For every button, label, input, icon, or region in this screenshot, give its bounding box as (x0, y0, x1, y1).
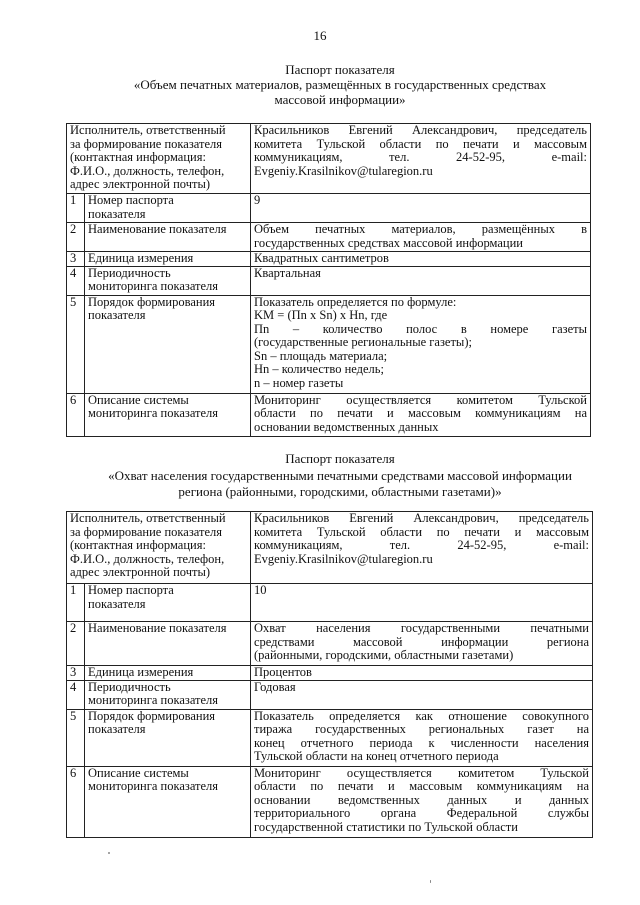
row-label: Номер паспорта показателя (85, 584, 251, 622)
row-value: Годовая (251, 680, 593, 709)
row-label: Единица измерения (85, 252, 251, 267)
table-row (67, 622, 593, 666)
executor-label: Исполнитель, ответственный за формирование показателя (контактная информация: Ф.И.О., должность, телефон, адрес электронной почты) (67, 512, 251, 584)
table-row (67, 295, 591, 393)
row-number: 5 (67, 709, 85, 766)
row-value: Квадратных сантиметров (251, 252, 591, 267)
row-value: Показатель определяется как отношение совокупного тиража государственных региональных газет на конец отчетного периода к численности населения Тульской области на конец отчетного периода (251, 709, 593, 766)
page-number: 16 (313, 28, 327, 43)
passport-2-table (66, 511, 593, 838)
title-line: региона (районными, городскими, областными газетами)» (178, 484, 502, 499)
table-row (67, 766, 593, 837)
row-value: Мониторинг осуществляется комитетом Тульской области по печати и массовым коммуникациям на основании ведомственных данных (251, 393, 591, 436)
row-number: 4 (67, 266, 85, 295)
executor-label: Исполнитель, ответственный за формирование показателя (контактная информация: Ф.И.О., должность, телефон, адрес электронной почты) (67, 124, 251, 194)
row-label: Периодичность мониторинга показателя (85, 266, 251, 295)
row-value: 9 (251, 194, 591, 223)
row-number: 3 (67, 666, 85, 681)
passport-1-table (66, 123, 591, 437)
table-row (67, 512, 593, 584)
row-number: 3 (67, 252, 85, 267)
title-line: Паспорт показателя (285, 62, 395, 77)
scan-speck (108, 852, 110, 854)
row-number: 1 (67, 194, 85, 223)
passport-2-title (60, 451, 620, 499)
row-label: Описание системы мониторинга показателя (85, 393, 251, 436)
row-number: 4 (67, 680, 85, 709)
row-label: Порядок формирования показателя (85, 295, 251, 393)
row-number: 5 (67, 295, 85, 393)
table-row (67, 666, 593, 681)
executor-value: Красильников Евгений Александрович, председатель комитета Тульской области по печати и массовым коммуникациям, тел. 24-52-95, e-mail: Evgeniy.Krasilnikov@tularegion.ru (251, 512, 593, 584)
row-number: 2 (67, 622, 85, 666)
row-number: 6 (67, 393, 85, 436)
row-value: Квартальная (251, 266, 591, 295)
row-number: 2 (67, 223, 85, 252)
table-row (67, 680, 593, 709)
row-number: 6 (67, 766, 85, 837)
row-value: Показатель определяется по формуле: KM = (Пn x Sn) x Hn, где Пn – количество полос в номере газеты (государственные региональные газеты); Sn – площадь материала; Hn – количество недель; n – номер газеты (251, 295, 591, 393)
row-value: Мониторинг осуществляется комитетом Тульской области по печати и массовым коммуникациям на основании ведомственных данных и данных территориального органа Федеральной службы государственной статистики по Тульской области (251, 766, 593, 837)
row-label: Наименование показателя (85, 622, 251, 666)
table-row (67, 194, 591, 223)
table-row (67, 124, 591, 194)
passport-1-title (60, 62, 620, 107)
row-value: Объем печатных материалов, размещённых в государственных средствах массовой информации (251, 223, 591, 252)
scan-speck (430, 880, 431, 883)
title-line: «Охват населения государственными печатными средствами массовой информации (108, 468, 572, 483)
row-number: 1 (67, 584, 85, 622)
row-label: Номер паспорта показателя (85, 194, 251, 223)
title-line: «Объем печатных материалов, размещённых в государственных средствах (133, 77, 547, 92)
table-row (67, 709, 593, 766)
table-row (67, 266, 591, 295)
executor-value: Красильников Евгений Александрович, председатель комитета Тульской области по печати и массовым коммуникациям, тел. 24-52-95, e-mail: Evgeniy.Krasilnikov@tularegion.ru (251, 124, 591, 194)
row-label: Единица измерения (85, 666, 251, 681)
table-row (67, 252, 591, 267)
row-value: Охват населения государственными печатными средствами массовой информации региона (районными, городскими, областными газетами) (251, 622, 593, 666)
table-row (67, 393, 591, 436)
row-label: Описание системы мониторинга показателя (85, 766, 251, 837)
title-line: Паспорт показателя (285, 451, 395, 466)
row-value: Процентов (251, 666, 593, 681)
table-row (67, 223, 591, 252)
row-label: Периодичность мониторинга показателя (85, 680, 251, 709)
table-row (67, 584, 593, 622)
row-label: Наименование показателя (85, 223, 251, 252)
title-line: массовой информации» (274, 92, 406, 107)
row-value: 10 (251, 584, 593, 622)
row-label: Порядок формирования показателя (85, 709, 251, 766)
